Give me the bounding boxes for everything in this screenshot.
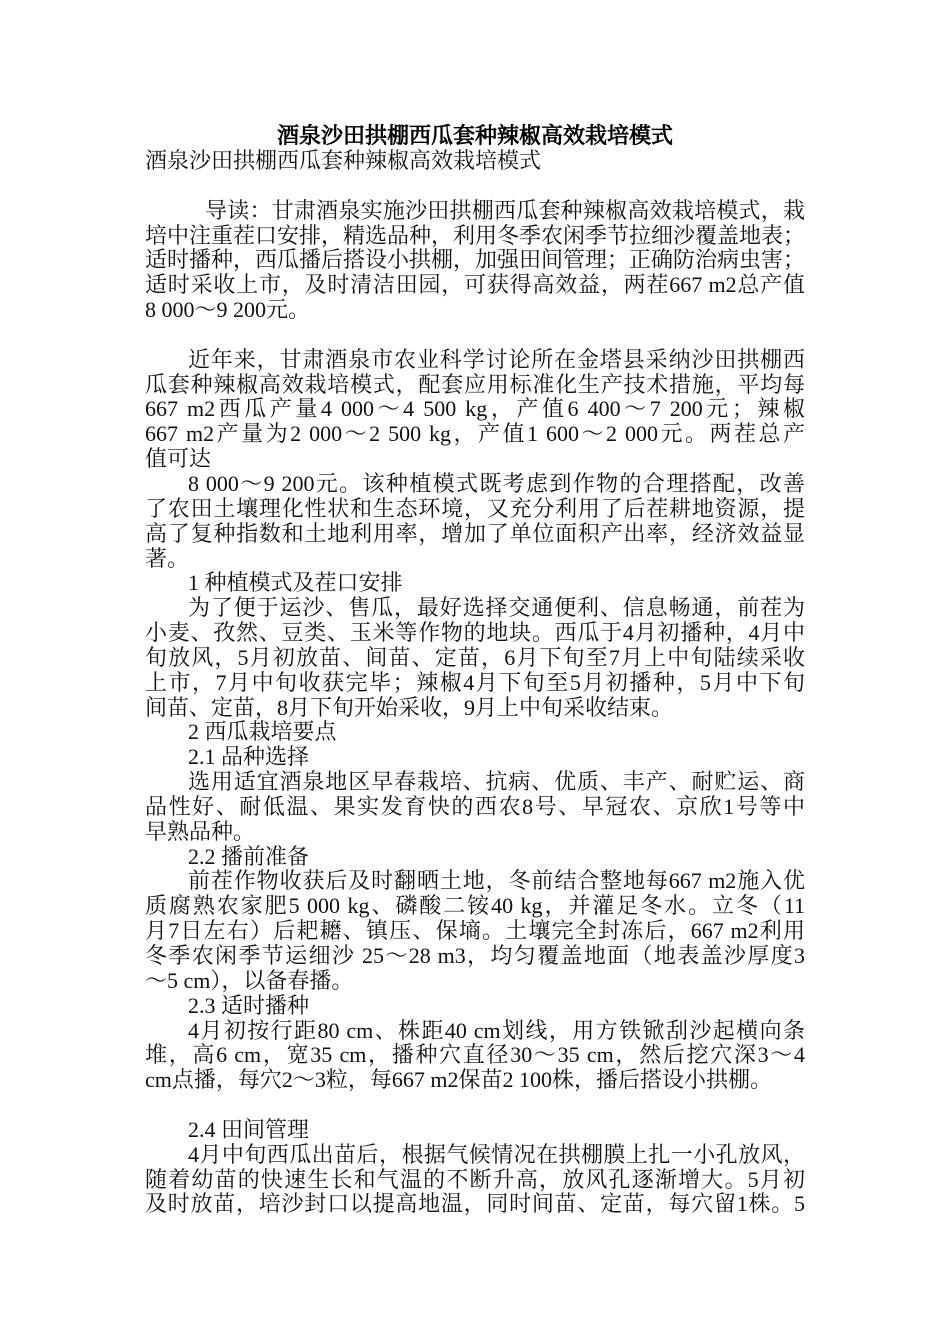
paragraph-line: 著。: [145, 545, 190, 571]
paragraph-line: 667 m2产量为2 000～2 500 kg，产值1 600～2 000元。两茬总产: [145, 421, 805, 447]
paragraph-line: 冬季农闲季节运细沙 25～28 m3，均匀覆盖地面（地表盖沙厚度3: [145, 943, 805, 968]
paragraph-line: 选用适宜酒泉地区早春栽培、抗病、优质、丰产、耐贮运、商: [188, 769, 805, 795]
paragraph-line: 为了便于运沙、售瓜，最好选择交通便利、信息畅通，前茬为: [188, 595, 805, 621]
paragraph-line: ～5 cm），以备春播。: [145, 967, 354, 993]
intro-paragraph-1: [145, 348, 805, 472]
abstract-line: 适时采收上市，及时清洁田园，可获得高效益，两茬667 m2总产值: [145, 272, 805, 298]
paragraph-line: 4月初按行距80 cm、株距40 cm划线，用方铁锨刮沙起横向条: [188, 1017, 805, 1043]
abstract-line: 适时播种，西瓜播后搭设小拱棚，加强田间管理；正确防治病虫害；: [145, 247, 806, 273]
paragraph-line: 值可达: [145, 446, 212, 472]
document-title: 酒泉沙田拱棚西瓜套种辣椒高效栽培模式: [276, 123, 673, 148]
subsection-heading-2-4: 2.4 田间管理: [188, 1116, 310, 1142]
abstract-paragraph: [145, 199, 805, 323]
blank-line: [145, 323, 805, 348]
section-1-paragraph: [145, 596, 805, 720]
paragraph-line: 间苗、定苗，8月下旬开始采收，9月上中旬采收结束。: [145, 694, 674, 720]
paragraph-line: 堆，高6 cm，宽35 cm，播种穴直径30～35 cm，然后挖穴深3～4: [145, 1042, 805, 1068]
paragraph-line: 8 000～9 200元。该种植模式既考虑到作物的合理搭配，改善: [188, 470, 805, 496]
paragraph-line: 近年来，甘肃酒泉市农业科学讨论所在金塔县采纳沙田拱棚西: [188, 346, 805, 372]
subsection-2-1-paragraph: [145, 770, 805, 845]
paragraph-line: 品性好、耐低温、果实发育快的西农8号、早冠农、京欣1号等中: [145, 793, 805, 819]
paragraph-line: 了农田土壤理化性状和生态环境，又充分利用了后茬耕地资源，提: [145, 495, 805, 521]
subsection-2-3-paragraph: [145, 1019, 805, 1094]
paragraph-line: 前茬作物收获后及时翻晒土地，冬前结合整地每667 m2施入优: [188, 868, 805, 894]
subsection-heading-2-1: 2.1 品种选择: [188, 744, 310, 770]
paragraph-line: 随着幼苗的快速生长和气温的不断升高，放风孔逐渐增大。5月初: [145, 1166, 805, 1192]
subsection-2-4-paragraph: [145, 1143, 805, 1218]
paragraph-line: 月7日左右）后耙耱、镇压、保墒。土壤完全封冻后，667 m2利用: [145, 918, 805, 944]
document-subtitle: 酒泉沙田拱棚西瓜套种辣椒高效栽培模式: [145, 148, 542, 173]
document-body: [145, 122, 805, 1217]
paragraph-line: 质腐熟农家肥5 000 kg、磷酸二铵40 kg，并灌足冬水。立冬（11: [145, 893, 805, 919]
paragraph-line: 4月中旬西瓜出苗后，根据气候情况在拱棚膜上扎一小孔放风，: [188, 1141, 805, 1167]
paragraph-line: 高了复种指数和土地利用率，增加了单位面积产出率，经济效益显: [145, 520, 805, 546]
subsection-heading-2-3: 2.3 适时播种: [188, 992, 310, 1018]
paragraph-line: cm点播，每穴2～3粒，每667 m2保苗2 100株，播后搭设小拱棚。: [145, 1067, 772, 1093]
section-heading-1: 1 种植模式及茬口安排: [188, 570, 403, 596]
paragraph-line: 及时放苗，培沙封口以提高地温，同时间苗、定苗，每穴留1株。5: [145, 1191, 805, 1217]
intro-paragraph-2: [145, 472, 805, 571]
abstract-line: 导读：甘肃酒泉实施沙田拱棚西瓜套种辣椒高效栽培模式，栽: [205, 197, 805, 223]
subsection-2-2-paragraph: [145, 869, 805, 993]
blank-line: [145, 174, 805, 199]
paragraph-line: 小麦、孜然、豆类、玉米等作物的地块。西瓜于4月初播种，4月中: [145, 620, 805, 646]
paragraph-line: 瓜套种辣椒高效栽培模式，配套应用标准化生产技术措施，平均每: [145, 371, 805, 397]
subsection-heading-2-2: 2.2 播前准备: [188, 843, 310, 869]
abstract-line: 8 000～9 200元。: [145, 297, 311, 323]
paragraph-line: 旬放风，5月初放苗、间苗、定苗，6月下旬至7月上中旬陆续采收: [145, 644, 805, 670]
section-heading-2: 2 西瓜栽培要点: [188, 719, 337, 745]
paragraph-line: 667 m2西瓜产量4 000～4 500 kg，产值6 400～7 200元；辣椒: [145, 396, 805, 422]
paragraph-line: 早熟品种。: [145, 818, 256, 844]
abstract-line: 培中注重茬口安排，精选品种，利用冬季农闲季节拉细沙覆盖地表；: [145, 222, 806, 248]
blank-line: [145, 1093, 805, 1118]
paragraph-line: 上市，7月中旬收获完毕；辣椒4月下旬至5月初播种，5月中下旬: [145, 669, 805, 695]
